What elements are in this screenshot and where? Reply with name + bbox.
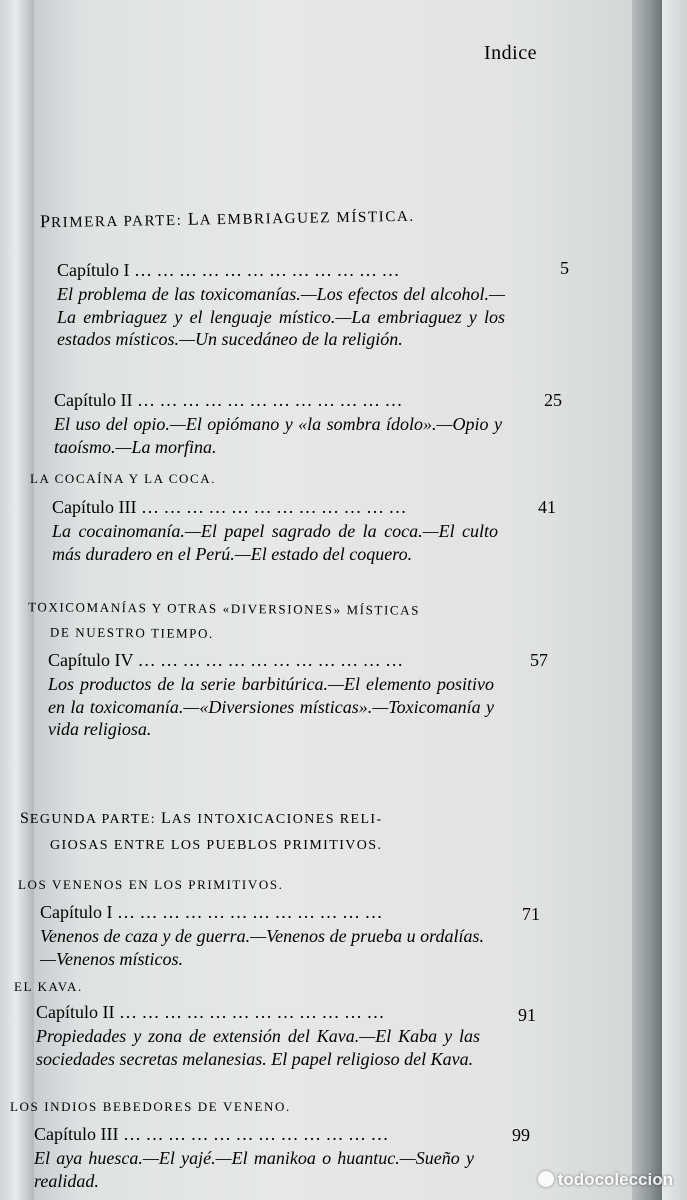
- section-heading: LOS VENENOS EN LOS PRIMITIVOS.: [18, 877, 284, 892]
- page-number: 41: [538, 497, 556, 517]
- chapter-description: Venenos de caza y de guerra.—Venenos de prueba u ordalías.—Venenos místicos.: [40, 926, 484, 969]
- section-heading: TOXICOMANÍAS Y OTRAS «DIVERSIONES» MÍSTICAS DE NUESTRO TIEMPO.: [28, 599, 421, 641]
- toc-entry: [34, 1122, 474, 1192]
- chapter-description: El problema de las toxicomanías.—Los efectos del alcohol.—La embriaguez y el lenguaje místico.—La embriaguez y los estados místicos.—Un sucedáneo de la religión.: [57, 284, 505, 349]
- chapter-description: La cocainomanía.—El papel sagrado de la coca.—El culto más duradero en el Perú.—El estado del coquero.: [52, 521, 498, 564]
- page-title: Indice: [484, 42, 537, 64]
- toc-entry: [40, 900, 484, 970]
- page-number: 71: [522, 904, 540, 924]
- toc-entry: [48, 648, 494, 741]
- chapter-label: Capítulo II … … … … … … … … … … … …: [54, 390, 403, 410]
- chapter-description: Los productos de la serie barbitúrica.—El elemento positivo en la toxicomanía.—«Diversiones místicas».—Toxicomanía y vida religiosa.: [48, 674, 494, 739]
- page-number: 5: [560, 258, 569, 278]
- toc-entry: [36, 1000, 480, 1070]
- chapter-label: Capítulo IV … … … … … … … … … … … …: [48, 650, 404, 670]
- chapter-label: Capítulo I … … … … … … … … … … … …: [57, 260, 400, 280]
- section-heading: EL KAVA.: [14, 979, 83, 994]
- page-number: 91: [518, 1005, 536, 1025]
- chapter-label: Capítulo II … … … … … … … … … … … …: [36, 1002, 385, 1022]
- chapter-description: El uso del opio.—El opiómano y «la sombra ídolo».—Opio y taoísmo.—La morfina.: [54, 414, 502, 457]
- chapter-label: Capítulo III … … … … … … … … … … … …: [34, 1124, 389, 1144]
- section-heading: LA COCAÍNA Y LA COCA.: [30, 471, 217, 486]
- page-number: 99: [512, 1125, 530, 1145]
- page-number: 57: [530, 650, 548, 670]
- chapter-description: El aya huesca.—El yajé.—El manikoa o huantuc.—Sueño y realidad.: [34, 1148, 474, 1191]
- page-edge-shadow: [632, 0, 662, 1200]
- toc-entry: [57, 258, 505, 351]
- part-heading-1: PRIMERA PARTE: LA EMBRIAGUEZ MÍSTICA.: [39, 208, 415, 232]
- page-edge-light: [662, 0, 687, 1200]
- chapter-label: Capítulo III … … … … … … … … … … … …: [52, 497, 407, 517]
- watermark-logo-icon: [538, 1171, 554, 1187]
- toc-entry: [52, 495, 498, 565]
- section-heading: LOS INDIOS BEBEDORES DE VENENO.: [10, 1099, 291, 1114]
- chapter-description: Propiedades y zona de extensión del Kava.—El Kaba y las sociedades secretas melanesias. El papel religioso del Kava.: [36, 1026, 480, 1069]
- watermark: todocoleccion: [538, 1170, 673, 1190]
- chapter-label: Capítulo I … … … … … … … … … … … …: [40, 902, 383, 922]
- page-number: 25: [544, 390, 562, 410]
- part-heading-2: SEGUNDA PARTE: LAS INTOXICACIONES RELI- GIOSAS ENTRE LOS PUEBLOS PRIMITIVOS.: [20, 810, 383, 853]
- toc-entry: [54, 388, 502, 458]
